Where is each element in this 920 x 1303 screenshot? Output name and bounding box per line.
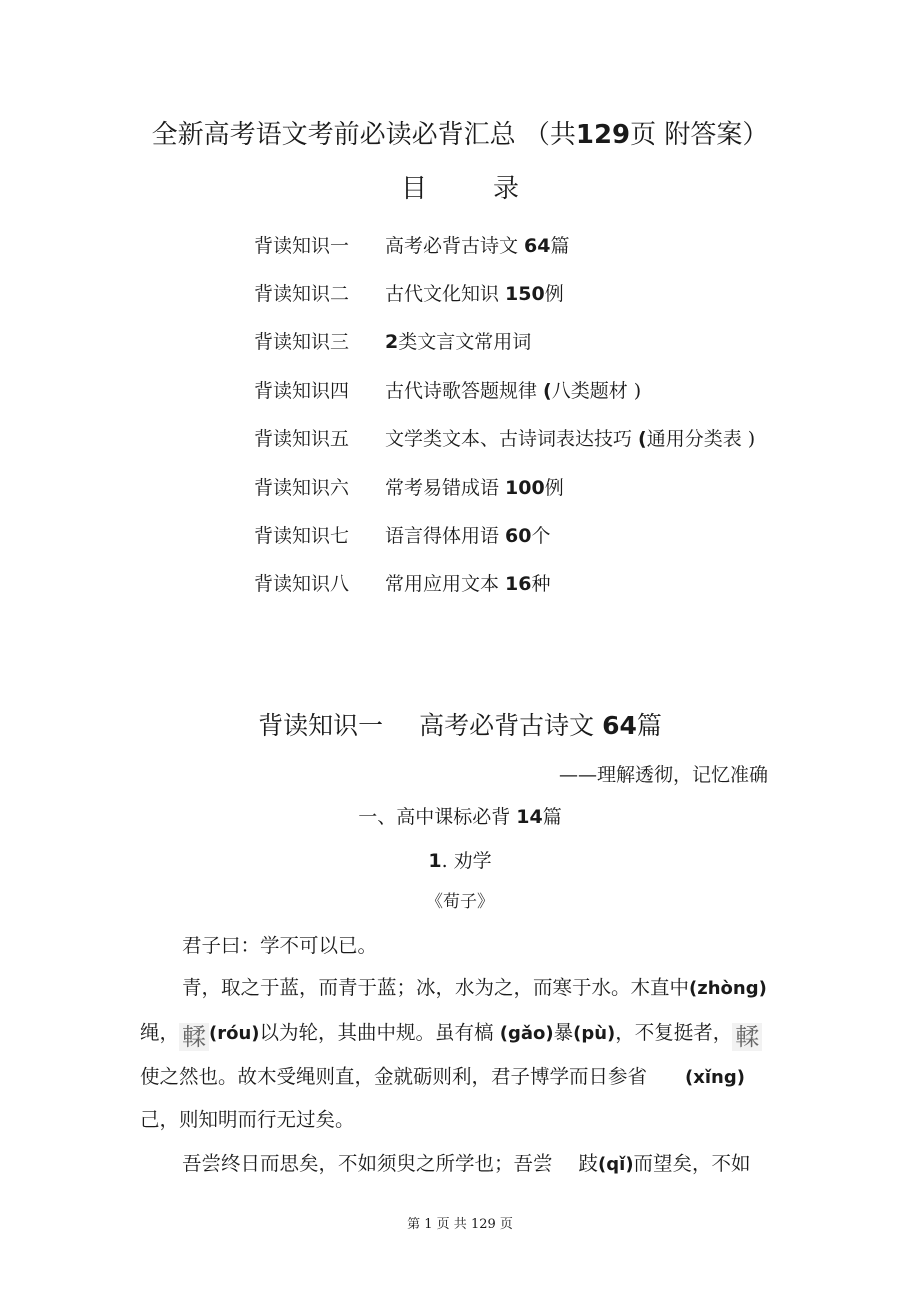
toc-item[interactable]: 背读知识二 古代文化知识 150例 (254, 283, 564, 305)
paragraph: 君子曰：学不可以已。 (182, 934, 378, 957)
page-footer: 第 1 页 共 129 页 (407, 1217, 513, 1232)
paragraph-line: 绳， 輮 (róu)以为轮，其曲中规。虽有槁 (gǎo)暴(pù)，不复挺者， 輮 (140, 1017, 762, 1051)
document-title: 全新高考语文考前必读必背汇总 （共129页 附答案） (151, 120, 769, 150)
subsection-heading: 一、高中课标必背 14篇 (358, 806, 562, 828)
paragraph-line: 使之然也。故木受绳则直，金就砺则利，君子博学而日参省 (xǐng) (140, 1065, 745, 1088)
rare-glyph-image: 輮 (179, 1023, 209, 1051)
toc-heading: 目 录 (400, 174, 520, 204)
paragraph-line: 己，则知明而行无过矣。 (140, 1108, 355, 1131)
lesson-author: 《荀子》 (426, 892, 494, 912)
paragraph: 吾尝终日而思矣，不如须臾之所学也；吾尝 跂(qǐ)而望矣，不如 (182, 1152, 751, 1175)
toc-item[interactable]: 背读知识三 2类文言文常用词 (254, 331, 532, 353)
toc-item[interactable]: 背读知识八 常用应用文本 16种 (254, 573, 551, 595)
lesson-title: 1. 劝学 (428, 850, 492, 872)
section-title: 背读知识一 高考必背古诗文 64篇 (258, 711, 662, 740)
toc-item[interactable]: 背读知识四 古代诗歌答题规律 (八类题材 ) (254, 380, 642, 402)
toc-item[interactable]: 背读知识一 高考必背古诗文 64篇 (254, 235, 570, 257)
toc-item[interactable]: 背读知识七 语言得体用语 60个 (254, 525, 551, 547)
paragraph: 青，取之于蓝，而青于蓝；冰，水为之，而寒于水。木直中(zhòng) (182, 976, 767, 999)
toc-item[interactable]: 背读知识六 常考易错成语 100例 (254, 477, 564, 499)
section-motto: ——理解透彻，记忆准确 (558, 764, 768, 786)
toc-item[interactable]: 背读知识五 文学类文本、古诗词表达技巧 (通用分类表 ) (254, 428, 756, 450)
rare-glyph-image: 輮 (732, 1023, 762, 1051)
